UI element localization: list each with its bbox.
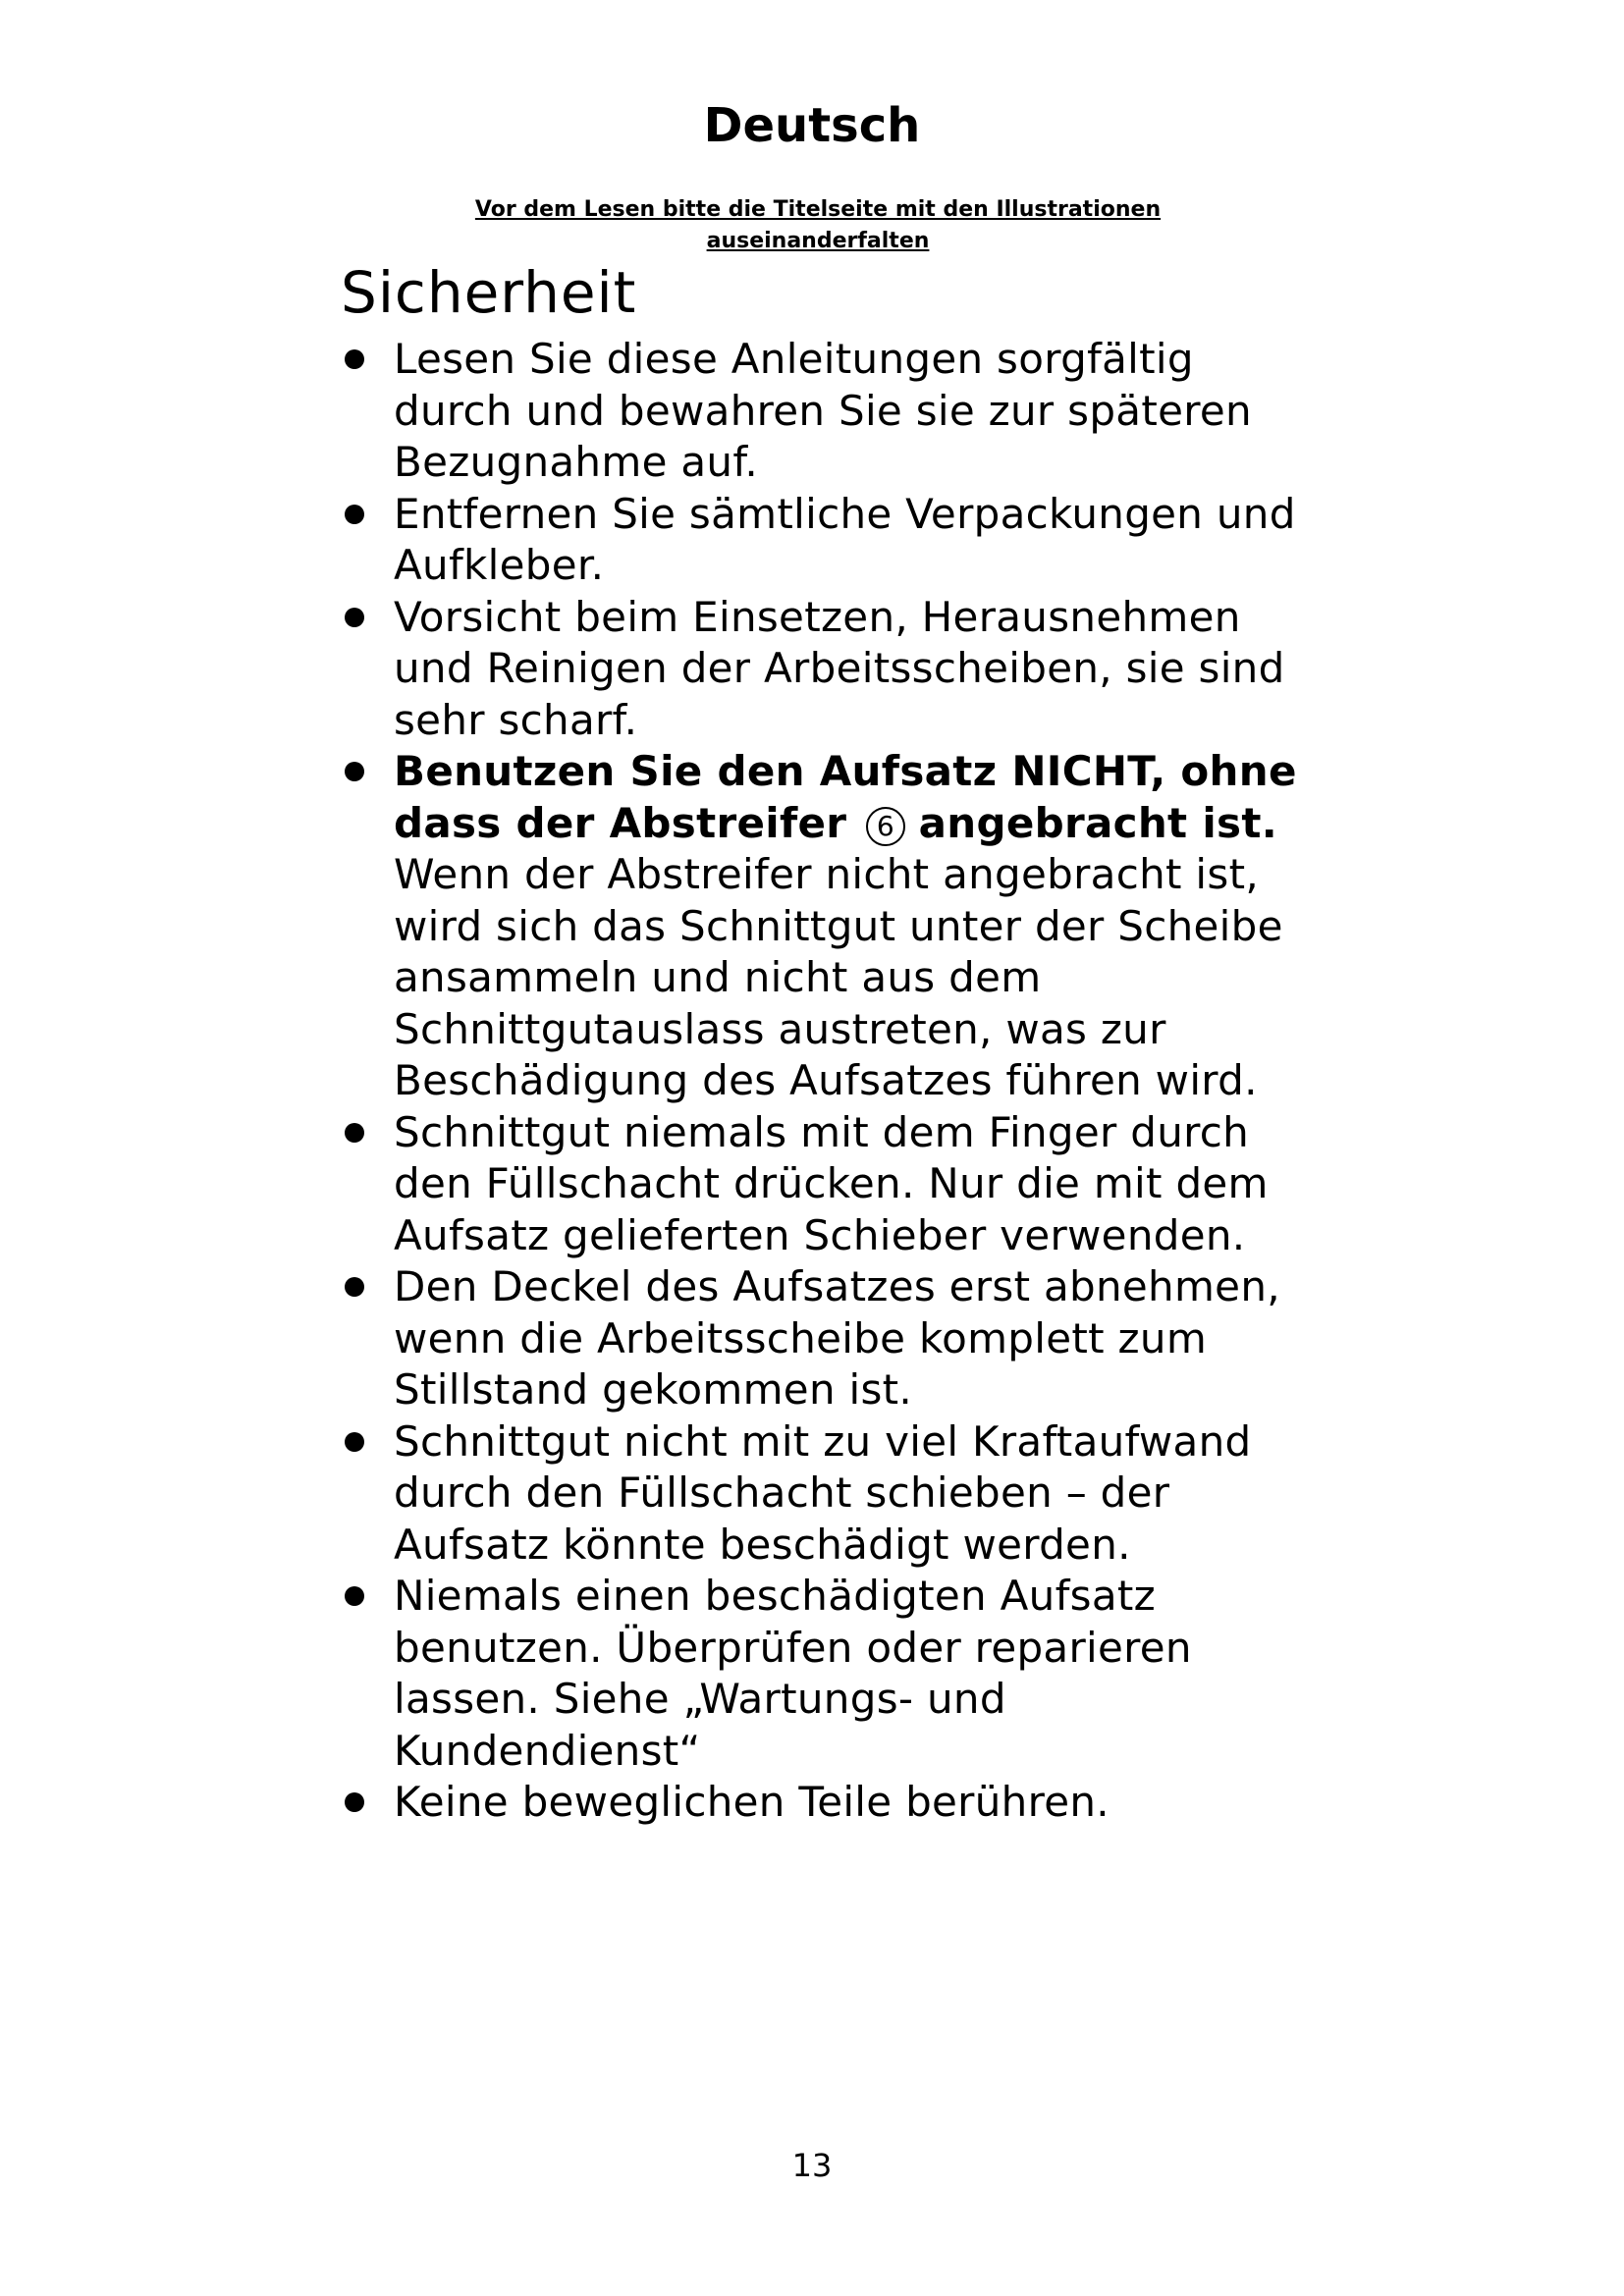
page-number: 13 [791, 2147, 833, 2184]
bullet-icon [345, 1123, 364, 1143]
bullet-icon [345, 608, 364, 627]
bullet-icon [345, 1586, 364, 1606]
list-item-text: Niemals einen beschädigten Aufsatz benutzen. Überprüfen oder reparieren lassen. Siehe „Wartungs- und Kundendienst“ [394, 1572, 1192, 1775]
bullet-icon [345, 1277, 364, 1297]
list-item-text: Schnittgut niemals mit dem Finger durch den Füllschacht drücken. Nur die mit dem Aufsatz gelieferten Schieber verwenden. [394, 1107, 1269, 1259]
list-item-text: Schnittgut nicht mit zu viel Kraftaufwand durch den Füllschacht schieben – der Aufsatz könnte beschädigt werden. [394, 1416, 1252, 1569]
warning-lead-end: angebracht ist. [918, 798, 1277, 847]
bullet-icon [345, 505, 364, 524]
list-item-text: Entfernen Sie sämtliche Verpackungen und Aufkleber. [394, 489, 1296, 589]
list-item [341, 1416, 1323, 1572]
warning-lead: Benutzen Sie den Aufsatz NICHT, ohne dass der Abstreifer [394, 747, 1297, 847]
list-item [341, 489, 1323, 592]
bullet-icon [345, 1792, 364, 1812]
list-item-text: Keine beweglichen Teile berühren. [394, 1778, 1110, 1826]
warning-body: Wenn der Abstreifer nicht angebracht ist, wird sich das Schnittgut unter der Scheibe ansammeln und nicht aus dem Schnittgutauslass austreten, was zur Beschädigung des Aufsatzes führen wird. [394, 850, 1283, 1104]
list-item-text: Den Deckel des Aufsatzes erst abnehmen, wenn die Arbeitsscheibe komplett zum Stillstand gekommen ist. [394, 1262, 1280, 1414]
list-item [341, 1107, 1323, 1262]
part-reference-number: 6 [866, 807, 905, 846]
list-item-text: Vorsicht beim Einsetzen, Herausnehmen und Reinigen der Arbeitsscheiben, sie sind sehr scharf. [394, 592, 1285, 744]
list-item-text [394, 746, 1323, 1107]
unfold-notice: Vor dem Lesen bitte die Titelseite mit den Illustrationen auseinanderfalten [474, 197, 1162, 253]
bullet-icon [345, 762, 364, 781]
list-item [341, 1261, 1323, 1416]
list-item-text: Lesen Sie diese Anleitungen sorgfältig durch und bewahren Sie sie zur späteren Bezugnahme auf. [394, 335, 1252, 486]
list-item-warning [341, 746, 1323, 1107]
list-item [341, 592, 1323, 747]
list-item [341, 1777, 1323, 1829]
section-title: Sicherheit [341, 259, 637, 326]
safety-list [341, 334, 1323, 1829]
page-heading: Deutsch [703, 98, 921, 153]
bullet-icon [345, 1432, 364, 1452]
bullet-icon [345, 349, 364, 369]
list-item [341, 1571, 1323, 1777]
list-item [341, 334, 1323, 489]
